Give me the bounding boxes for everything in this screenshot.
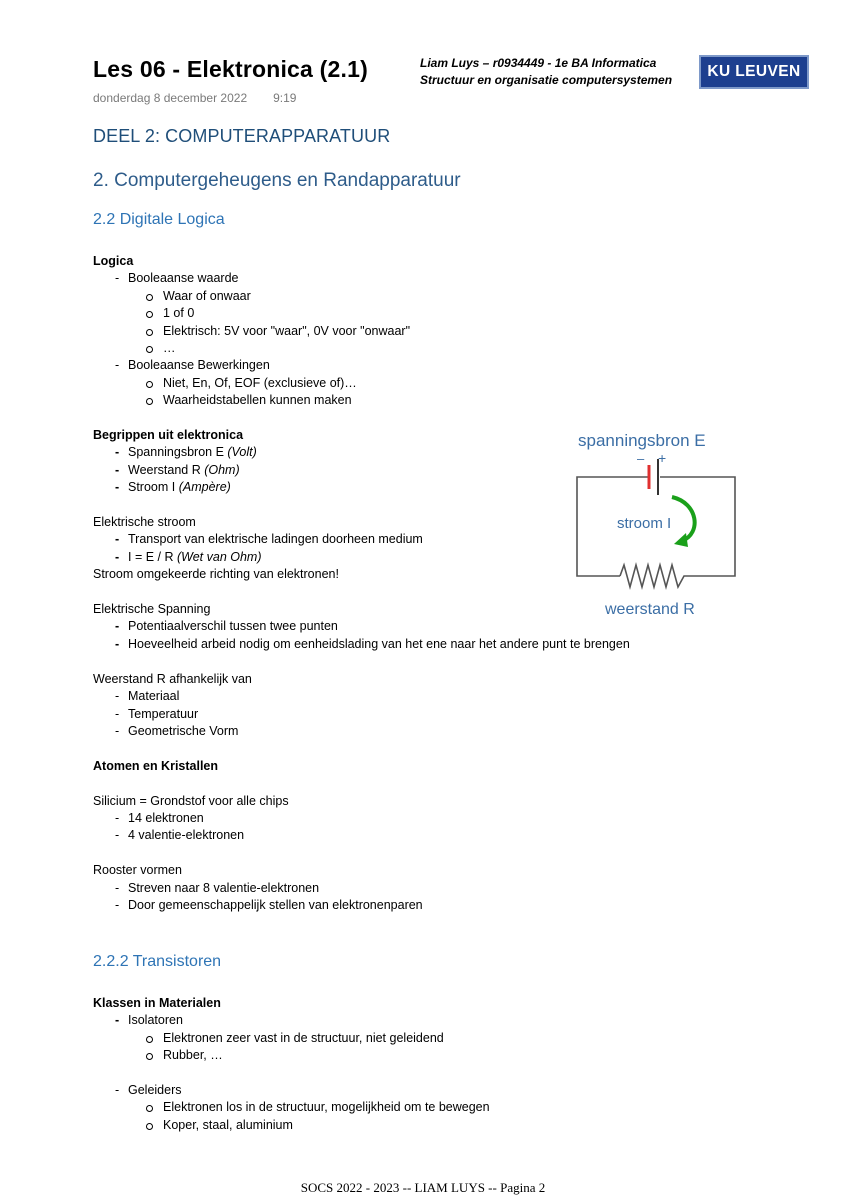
list-item: - Stroom I (Ampère) [93, 479, 630, 496]
subsection-heading: 2.2.2 Transistoren [93, 953, 222, 970]
list-item: - 4 valentie-elektronen [93, 827, 630, 844]
list-item: - Geleiders [93, 1082, 490, 1099]
list-item: - Streven naar 8 valentie-elektronen [93, 880, 630, 897]
weerstand-heading: Weerstand R afhankelijk van [93, 671, 252, 686]
page-date [93, 91, 296, 105]
list-subitem: Waar of onwaar [93, 288, 630, 305]
plus-sign: + [658, 450, 667, 466]
spanning-heading: Elektrische Spanning [93, 602, 211, 617]
minus-sign: – [637, 451, 645, 466]
list-item: - Geometrische Vorm [93, 723, 630, 740]
subsection-content [93, 995, 490, 1134]
klassen-heading: Klassen in Materialen [93, 996, 221, 1010]
list-item: - Transport van elektrische ladingen doorheen medium [93, 531, 630, 548]
list-subitem: … [93, 340, 630, 357]
list-subitem: Elektronen los in de structuur, mogelijkheid om te bewegen [93, 1099, 490, 1116]
list-item: - I = E / R (Wet van Ohm) [93, 549, 630, 566]
chapter-heading: 2. Computergeheugens en Randapparatuur [93, 170, 461, 191]
list-item: - Door gemeenschappelijk stellen van elektronenparen [93, 897, 630, 914]
list-item: - Booleaanse waarde [93, 270, 630, 287]
list-item: - Hoeveelheid arbeid nodig om eenheidslading van het ene naar het andere punt te brengen [93, 636, 630, 653]
list-subitem: 1 of 0 [93, 305, 630, 322]
current-label: stroom I [617, 515, 672, 532]
stroom-heading: Elektrische stroom [93, 515, 196, 530]
list-subitem: Elektronen zeer vast in de structuur, niet geleidend [93, 1030, 490, 1047]
page-title: Les 06 - Elektronica (2.1) [93, 56, 368, 82]
source-label: spanningsbron E [578, 431, 706, 450]
begrippen-heading: Begrippen uit elektronica [93, 428, 244, 443]
list-item: - Isolatoren [93, 1012, 490, 1029]
silicium-heading: Silicium = Grondstof voor alle chips [93, 793, 289, 808]
list-subitem: Niet, En, Of, EOF (exclusieve of)… [93, 375, 630, 392]
logica-heading: Logica [93, 254, 134, 268]
ku-leuven-logo [699, 55, 809, 89]
part-heading: DEEL 2: COMPUTERAPPARATUUR [93, 126, 391, 146]
section-content [93, 253, 630, 914]
section-heading: 2.2 Digitale Logica [93, 211, 225, 228]
list-item: - Temperatuur [93, 706, 630, 723]
list-item: - Spanningsbron E (Volt) [93, 444, 630, 461]
logo-text: KU LEUVEN [707, 63, 801, 80]
resistor-label: weerstand R [605, 601, 695, 618]
author-block [420, 55, 672, 89]
atomen-heading: Atomen en Kristallen [93, 758, 219, 773]
wire-right [660, 477, 735, 576]
course-line: Structuur en organisatie computersystemen [420, 73, 673, 87]
arrowhead-icon [674, 533, 688, 547]
list-item: - 14 elektronen [93, 810, 630, 827]
list-subitem: Elektrisch: 5V voor "waar", 0V voor "onwaar" [93, 323, 630, 340]
list-subitem: Waarheidstabellen kunnen maken [93, 392, 630, 409]
author-line: Liam Luys – r0934449 - 1e BA Informatica [420, 56, 657, 70]
list-item: - Potentiaalverschil tussen twee punten [93, 618, 630, 635]
circuit-diagram [560, 425, 760, 625]
list-item: - Weerstand R (Ohm) [93, 462, 630, 479]
date-text: donderdag 8 december 2022 [93, 91, 248, 105]
list-item: - Materiaal [93, 688, 630, 705]
list-subitem: Koper, staal, aluminium [93, 1117, 490, 1134]
list-subitem: Rubber, … [93, 1047, 490, 1064]
list-item: - Booleaanse Bewerkingen [93, 357, 630, 374]
stroom-note: Stroom omgekeerde richting van elektronen! [93, 567, 339, 582]
rooster-heading: Rooster vormen [93, 863, 182, 878]
page-footer: SOCS 2022 - 2023 -- LIAM LUYS -- Pagina 2 [300, 1180, 546, 1195]
time-text: 9:19 [273, 91, 297, 105]
current-arrow-icon [672, 497, 695, 541]
resistor-icon [620, 565, 688, 587]
